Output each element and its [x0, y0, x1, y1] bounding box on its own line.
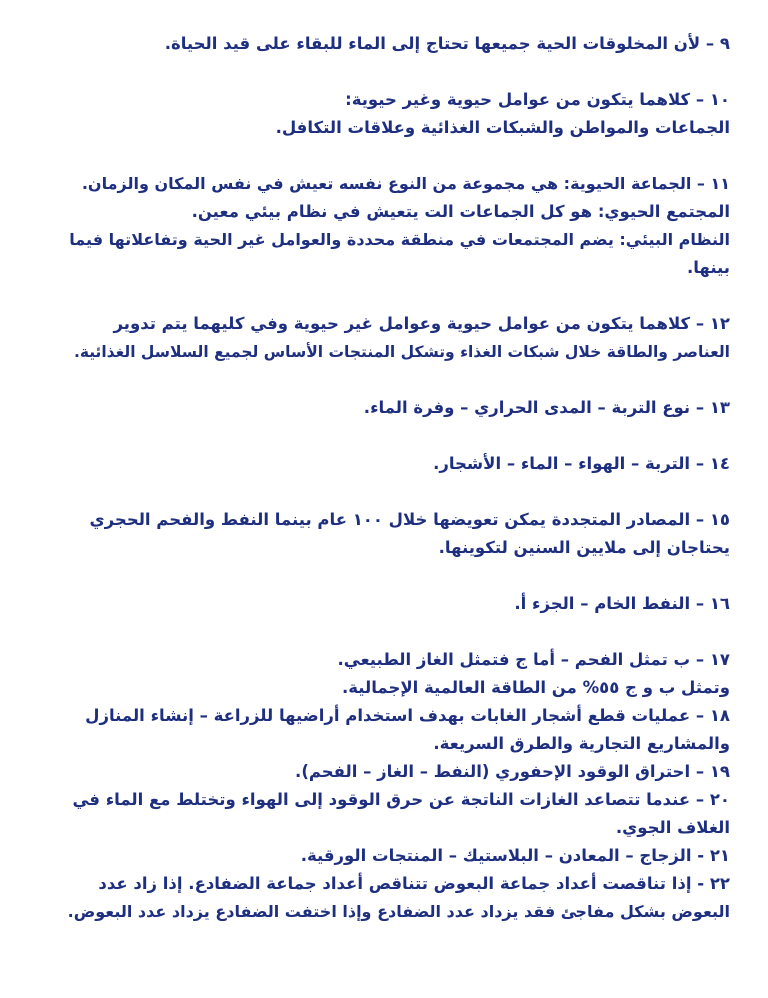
answer-15	[64, 506, 730, 562]
answer-line: وتمثل ب و ج ٥٥% من الطاقة العالمية الإجمالية.	[341, 678, 730, 697]
paragraph-gap	[64, 142, 730, 170]
paragraph-gap	[64, 422, 730, 450]
answer-line: البعوض بشكل مفاجئ فقد يزداد عدد الضفادع وإذا اختفت الضفادع يزداد عدد البعوض.	[67, 902, 730, 921]
paragraph-gap	[64, 282, 730, 310]
answer-line: والمشاريع التجارية والطرق السريعة.	[433, 734, 730, 753]
answer-16	[64, 590, 730, 618]
answer-line: ٢٠ – عندما تتصاعد الغازات الناتجة عن حرق الوقود إلى الهواء وتختلط مع الماء في	[72, 790, 730, 809]
answer-11	[64, 170, 730, 282]
paragraph-gap	[64, 618, 730, 646]
answer-line: العناصر والطاقة خلال شبكات الغذاء وتشكل المنتجات الأساس لجميع السلاسل الغذائية.	[73, 343, 730, 361]
answer-line: المجتمع الحيوي: هو كل الجماعات الت يتعيش في نظام بيئي معين.	[191, 202, 730, 221]
answer-line: ١٨ – عمليات قطع أشجار الغابات بهدف استخدام أراضيها للزراعة – إنشاء المنازل	[85, 706, 730, 725]
paragraph-gap	[64, 58, 730, 86]
answer-line: ٢٢ - إذا تناقصت أعداد جماعة البعوض تتناقص أعداد جماعة الضفادع. إذا زاد عدد	[98, 874, 730, 893]
answer-line: ١٤ – التربة – الهواء – الماء – الأشجار.	[433, 454, 730, 473]
answer-9	[64, 30, 730, 58]
answer-14	[64, 450, 730, 478]
answer-line: ١١ – الجماعة الحيوية: هي مجموعة من النوع نفسه تعيش في نفس المكان والزمان.	[81, 174, 730, 193]
answer-line: ١٠ – كلاهما يتكون من عوامل حيوية وغير حيوية:	[345, 90, 730, 109]
answer-line: ٢١ - الزجاج – المعادن – البلاستيك – المنتجات الورقية.	[300, 846, 730, 865]
answer-line: ١٣ – نوع التربة – المدى الحراري – وفرة الماء.	[363, 398, 730, 417]
answer-line: ١٢ – كلاهما يتكون من عوامل حيوية وعوامل غير حيوية وفي كليهما يتم تدوير	[113, 314, 730, 333]
answer-line: الجماعات والمواطن والشبكات الغذائية وعلاقات التكافل.	[275, 118, 730, 137]
paragraph-gap	[64, 562, 730, 590]
paragraph-gap	[64, 478, 730, 506]
answers-17-to-22	[64, 646, 730, 926]
answer-line: ١٧ – ب تمثل الفحم – أما ج فتمثل الغاز الطبيعي.	[337, 650, 730, 669]
answer-line: بينها.	[686, 258, 730, 277]
answer-line: ١٥ – المصادر المتجددة يمكن تعويضها خلال ١٠٠ عام بينما النفط والفحم الحجري	[89, 510, 730, 529]
answer-document	[64, 30, 730, 926]
answer-line: الغلاف الجوي.	[615, 818, 730, 837]
paragraph-gap	[64, 366, 730, 394]
answer-line: ١٦ – النفط الخام – الجزء أ.	[514, 594, 730, 613]
answer-line: يحتاجان إلى ملايين السنين لتكوينها.	[438, 538, 730, 557]
answer-13	[64, 394, 730, 422]
answer-line: ٩ – لأن المخلوقات الحية جميعها تحتاج إلى الماء للبقاء على قيد الحياة.	[164, 34, 730, 53]
answer-10	[64, 86, 730, 142]
answer-12	[64, 310, 730, 366]
answer-line: ١٩ – احتراق الوقود الإحفوري (النفط – الغاز – الفحم).	[295, 762, 730, 781]
answer-line: النظام البيئي: يضم المجتمعات في منطقة محددة والعوامل غير الحية وتفاعلاتها فيما	[69, 230, 730, 249]
